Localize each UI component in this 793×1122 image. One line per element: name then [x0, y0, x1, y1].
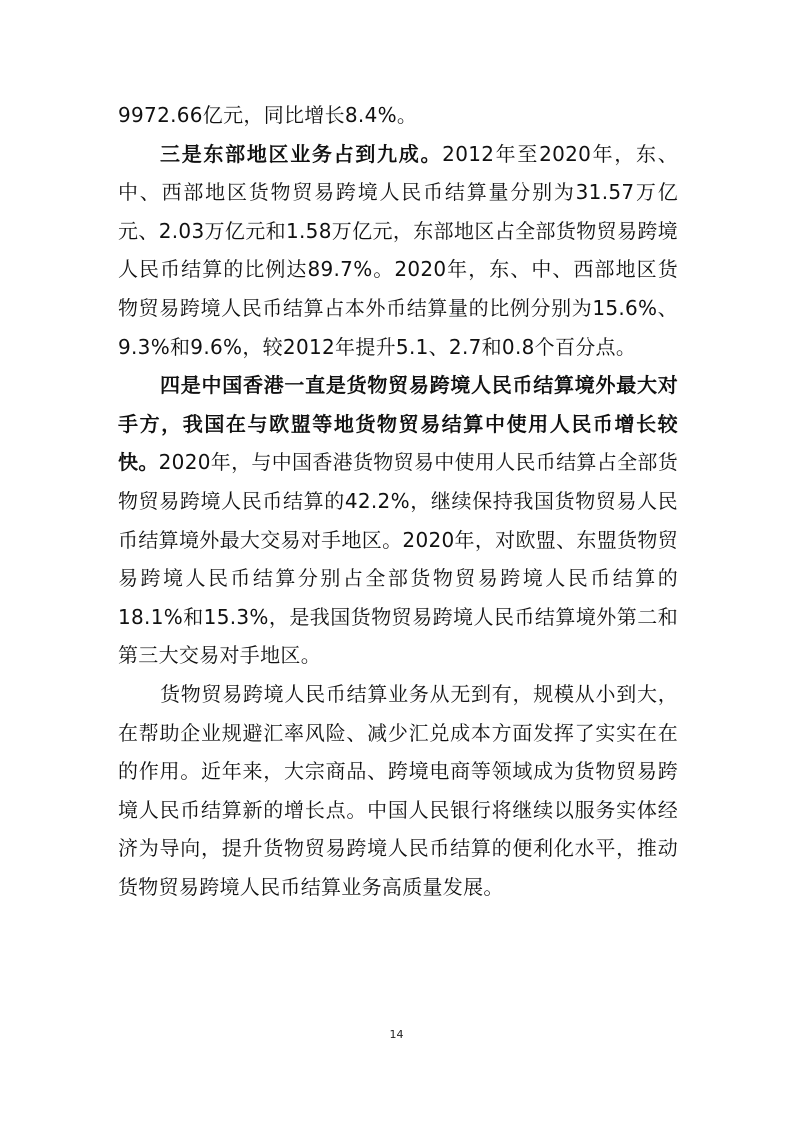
page-number: 14 [389, 1028, 404, 1041]
paragraph-text: 2012年至2020年，东、中、西部地区货物贸易跨境人民币结算量分别为31.57万亿元、2.03万亿元和1.58万亿元，东部地区占全部货物贸易跨境人民币结算的比例达89.7%。2020年，东、中、西部地区货物贸易跨境人民币结算占本外币结算量的比例分别为15.6%、9.3%和9.6%，较2012年提升5.1、2.7和0.8个百分点。 [118, 141, 679, 359]
paragraph-east-region [118, 135, 678, 367]
paragraph-hong-kong [118, 366, 678, 675]
paragraph-continuation [118, 96, 678, 135]
paragraph-text: 货物贸易跨境人民币结算业务从无到有，规模从小到大，在帮助企业规避汇率风险、减少汇兑成本方面发挥了实实在在的作用。近年来，大宗商品、跨境电商等领域成为货物贸易跨境人民币结算新的增长点。中国人民银行将继续以服务实体经济为导向，提升货物贸易跨境人民币结算的便利化水平，推动货物贸易跨境人民币结算业务高质量发展。 [118, 681, 678, 899]
paragraph-lead: 四是中国香港一直是货物贸易跨境人民币结算境外最大对手方，我国在与欧盟等地货物贸易结算中使用人民币增长较快。 [118, 373, 678, 475]
paragraph-lead: 三是东部地区业务占到九成。 [160, 141, 443, 166]
paragraph-text: 9972.66亿元，同比增长8.4%。 [118, 103, 418, 127]
paragraph-text: 2020年，与中国香港货物贸易中使用人民币结算占全部货物贸易跨境人民币结算的42.2%，继续保持我国货物贸易人民币结算境外最大交易对手地区。2020年，对欧盟、东盟货物贸易跨境人民币结算分别占全部货物贸易跨境人民币结算的18.1%和15.3%，是我国货物贸易跨境人民币结算境外第二和第三大交易对手地区。 [118, 450, 678, 668]
document-body [118, 96, 678, 906]
paragraph-conclusion [118, 675, 678, 907]
